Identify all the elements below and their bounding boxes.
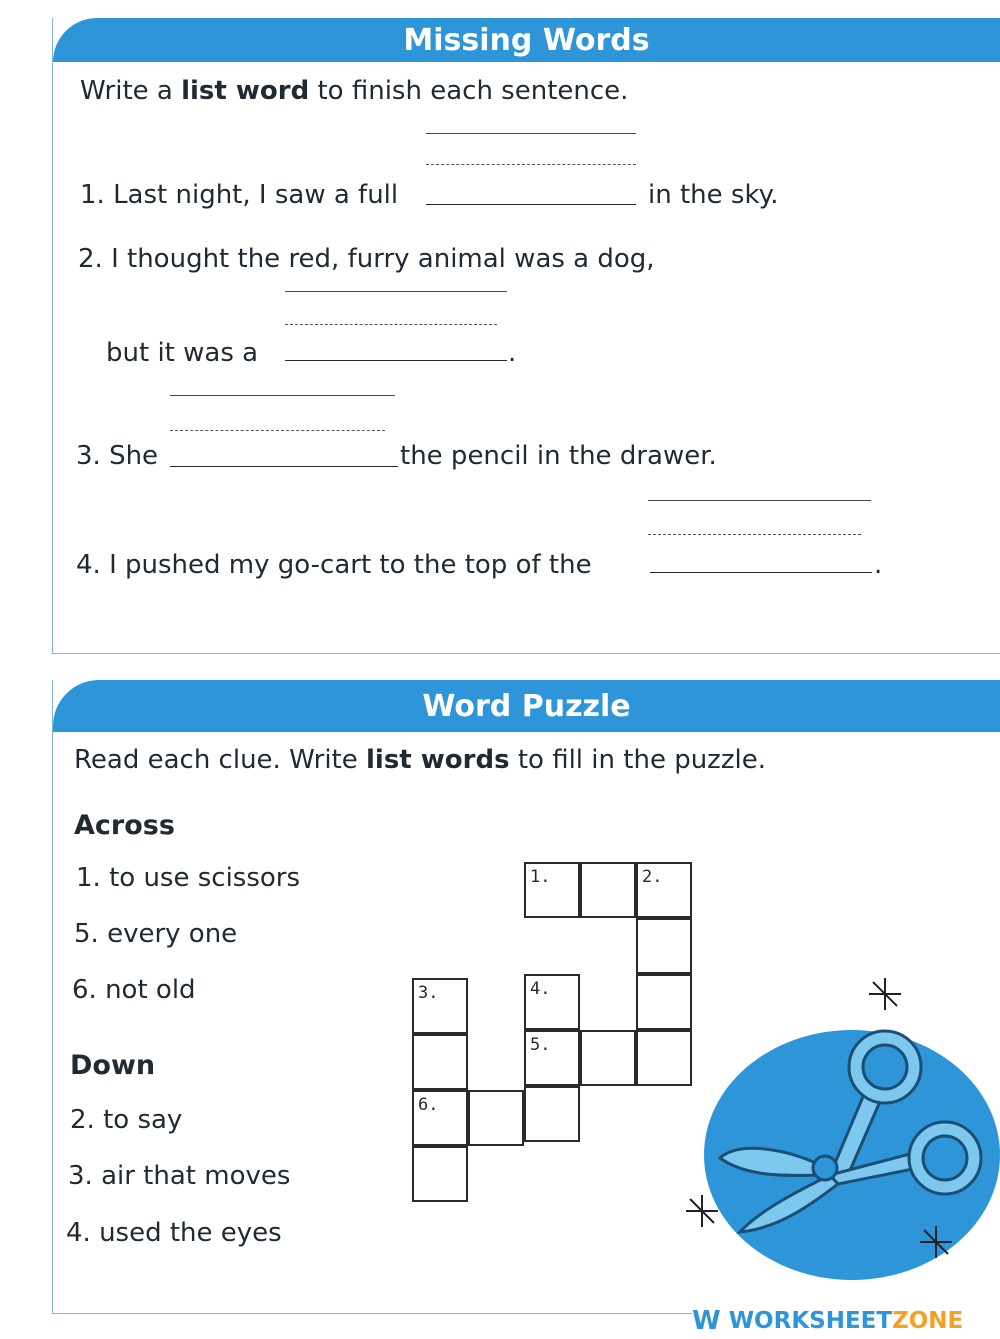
brand-part-1: WORKSHEET (728, 1308, 893, 1334)
sentence-1-end: in the sky. (648, 180, 779, 210)
instruction-text: Read each clue. Write (74, 745, 366, 775)
crossword-cell[interactable] (524, 1030, 580, 1086)
down-clue: 3. air that moves (68, 1161, 291, 1191)
answer-line-1[interactable] (426, 204, 636, 205)
sparkle-icon (686, 1195, 718, 1227)
crossword-cell[interactable] (524, 1086, 580, 1142)
writing-guide-top (285, 291, 507, 292)
scissors-illustration (680, 970, 1000, 1300)
sentence-2-line-2-end: . (508, 338, 517, 368)
across-clue: 6. not old (72, 975, 196, 1005)
logo-letter: W (692, 1306, 721, 1336)
down-clue: 2. to say (70, 1105, 183, 1135)
instruction-text: to fill in the puzzle. (509, 745, 766, 775)
writing-guide-top (170, 395, 395, 396)
word-puzzle-title: Word Puzzle (53, 680, 1000, 732)
instruction-text: to finish each sentence. (309, 76, 629, 106)
crossword-cell[interactable] (412, 1146, 468, 1202)
crossword-cell[interactable] (636, 862, 692, 918)
writing-guide-top (648, 500, 871, 501)
instruction-bold: list words (366, 745, 510, 775)
across-clue: 1. to use scissors (76, 863, 301, 893)
sentence-2-line-1: 2. I thought the red, furry animal was a dog, (78, 244, 655, 274)
cell-number: 3. (418, 983, 439, 1003)
crossword-cell[interactable] (524, 974, 580, 1030)
answer-line-3[interactable] (170, 466, 398, 467)
brand-part-2: ZONE (892, 1308, 964, 1334)
sentence-4-start: 4. I pushed my go-cart to the top of the (76, 550, 592, 580)
across-clue: 5. every one (74, 919, 238, 949)
crossword-cell[interactable] (580, 862, 636, 918)
crossword-cell[interactable] (636, 918, 692, 974)
crossword-cell[interactable] (524, 862, 580, 918)
writing-guide-dashed (285, 324, 497, 325)
sentence-2-line-2-start: but it was a (106, 338, 259, 368)
instruction-bold: list word (181, 76, 310, 106)
word-puzzle-instruction (74, 745, 766, 775)
sentence-1-start: 1. Last night, I saw a full (80, 180, 399, 210)
crossword-cell[interactable] (412, 1034, 468, 1090)
writing-guide-dashed (426, 164, 636, 165)
missing-words-title: Missing Words (53, 18, 1000, 62)
sentence-3-end: the pencil in the drawer. (400, 441, 717, 471)
crossword-cell[interactable] (412, 978, 468, 1034)
sentence-3-start: 3. She (76, 441, 159, 471)
sparkle-icon (869, 978, 901, 1010)
writing-guide-dashed (170, 430, 385, 431)
down-heading: Down (70, 1050, 156, 1081)
answer-line-2[interactable] (285, 360, 507, 361)
crossword-cell[interactable] (468, 1090, 524, 1146)
cell-number: 5. (530, 1035, 551, 1055)
crossword-cell[interactable] (412, 1090, 468, 1146)
sentence-4-end: . (874, 550, 883, 580)
writing-guide-dashed (648, 534, 861, 535)
cell-number: 4. (530, 979, 551, 999)
down-clue: 4. used the eyes (66, 1218, 282, 1248)
cell-number: 6. (418, 1095, 439, 1115)
crossword-cell[interactable] (636, 974, 692, 1030)
cell-number: 2. (642, 867, 663, 887)
crossword-cell[interactable] (636, 1030, 692, 1086)
cell-number: 1. (530, 867, 551, 887)
across-heading: Across (74, 810, 175, 841)
crossword-cell[interactable] (580, 1030, 636, 1086)
answer-line-4[interactable] (650, 572, 872, 573)
writing-guide-top (426, 133, 636, 134)
worksheetzone-logo (692, 1306, 1000, 1336)
missing-words-instruction (80, 76, 628, 106)
instruction-text: Write a (80, 76, 182, 106)
